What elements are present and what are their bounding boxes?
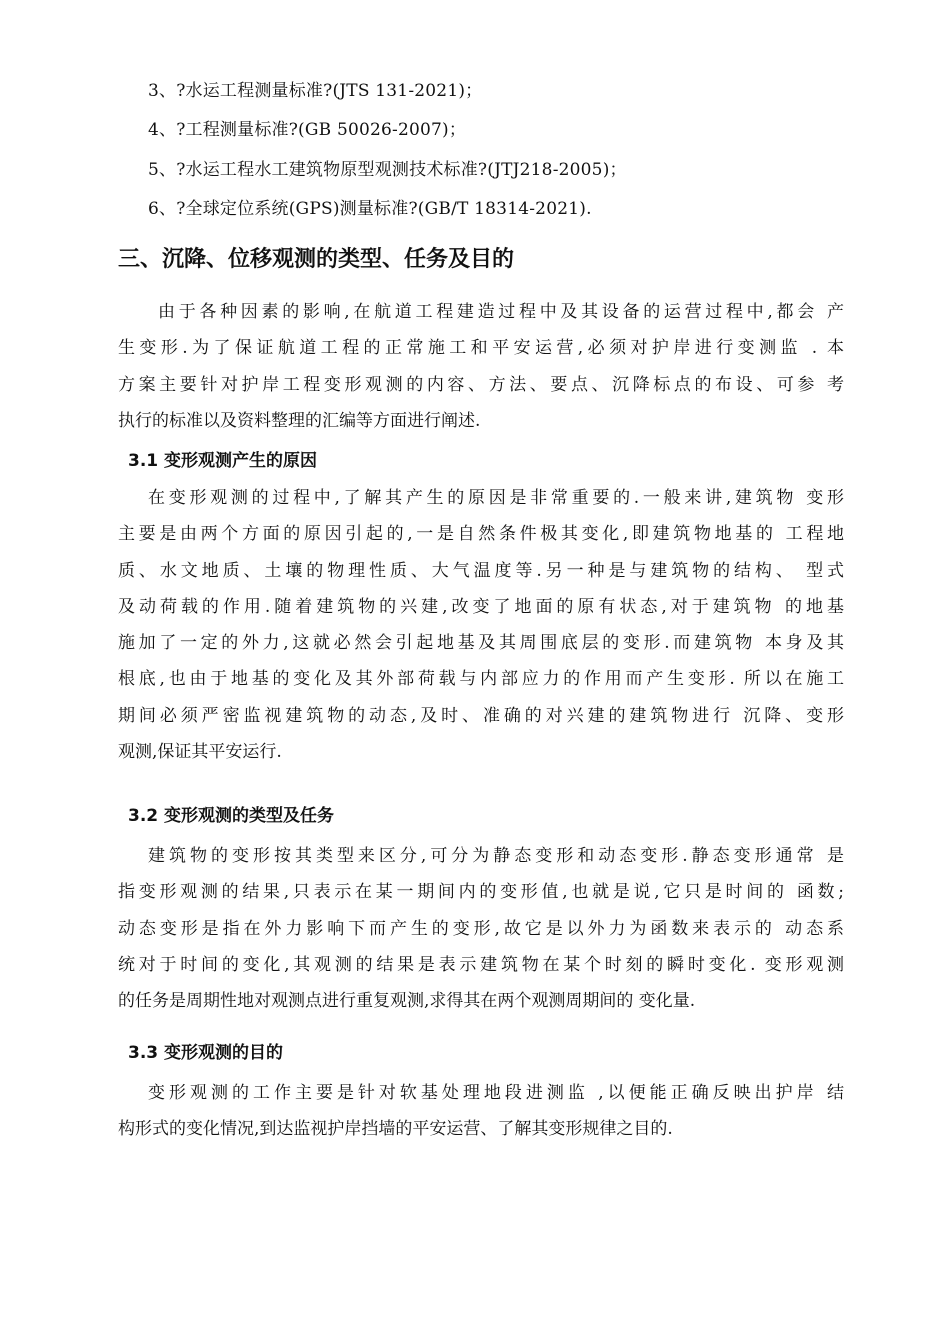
text-line: 变形观测的工作主要是针对软基处理地段进测监 ,以便能正确反映出护岸 结 — [148, 1083, 844, 1103]
text-line: 建筑物的变形按其类型来区分,可分为静态变形和动态变形.静态变形通常 是 — [148, 846, 844, 866]
intro-paragraph — [118, 294, 844, 439]
subsection-heading: 3.3 变形观测的目的 — [128, 1043, 284, 1063]
reference-item: 6、?全球定位系统(GPS)测量标准?(GB/T 18314-2021). — [148, 199, 592, 219]
paragraph — [118, 480, 844, 770]
text-line: 指变形观测的结果,只表示在某一期间内的变形值,也就是说,它只是时间的 函数; — [118, 882, 844, 903]
text-line: 根底,也由于地基的变化及其外部荷载与内部应力的作用而产生变形. 所以在施工 — [118, 669, 844, 690]
text-line: 生变形.为了保证航道工程的正常施工和平安运营,必须对护岸进行变测监 . 本 — [118, 338, 844, 359]
text-line: 的任务是周期性地对观测点进行重复观测,求得其在两个观测周期间的 变化量. — [118, 991, 696, 1012]
text-line: 质、水文地质、土壤的物理性质、大气温度等.另一种是与建筑物的结构、 型式 — [118, 560, 844, 581]
subsection-heading: 3.2 变形观测的类型及任务 — [128, 806, 335, 826]
section-heading: 三、沉降、位移观测的类型、任务及目的 — [118, 247, 515, 272]
paragraph — [118, 1075, 844, 1148]
text-line: 构形式的变化情况,到达监视护岸挡墙的平安运营、了解其变形规律之目的. — [118, 1119, 673, 1140]
text-line: 施加了一定的外力,这就必然会引起地基及其周围底层的变形.而建筑物 本身及其 — [118, 633, 844, 654]
paragraph — [118, 838, 844, 1019]
text-line: 观测,保证其平安运行. — [118, 742, 282, 763]
text-line: 执行的标准以及资料整理的汇编等方面进行阐述. — [118, 410, 481, 431]
text-line: 统对于时间的变化,其观测的结果是表示建筑物在某个时刻的瞬时变化. 变形观测 — [118, 954, 844, 975]
text-line: 动态变形是指在外力影响下而产生的变形,故它是以外力为函数来表示的 动态系 — [118, 918, 844, 939]
reference-item: 5、?水运工程水工建筑物原型观测技术标准?(JTJ218-2005)； — [148, 160, 627, 180]
text-line: 在变形观测的过程中,了解其产生的原因是非常重要的.一般来讲,建筑物 变形 — [148, 488, 844, 508]
text-line: 及动荷载的作用.随着建筑物的兴建,改变了地面的原有状态,对于建筑物 的地基 — [118, 596, 844, 617]
reference-item: 3、?水运工程测量标准?(JTS 131-2021)； — [148, 81, 483, 101]
text-line: 主要是由两个方面的原因引起的,一是自然条件极其变化,即建筑物地基的 工程地 — [118, 524, 844, 545]
text-line: 方案主要针对护岸工程变形观测的内容、方法、要点、沉降标点的布设、可参 考 — [118, 374, 844, 395]
reference-item: 4、?工程测量标准?(GB 50026-2007)； — [148, 120, 467, 140]
subsection-heading: 3.1 变形观测产生的原因 — [128, 451, 318, 471]
text-line: 由于各种因素的影响,在航道工程建造过程中及其设备的运营过程中,都会 产 — [158, 302, 844, 322]
text-line: 期间必须严密监视建筑物的动态,及时、准确的对兴建的建筑物进行 沉降、变形 — [118, 705, 844, 726]
